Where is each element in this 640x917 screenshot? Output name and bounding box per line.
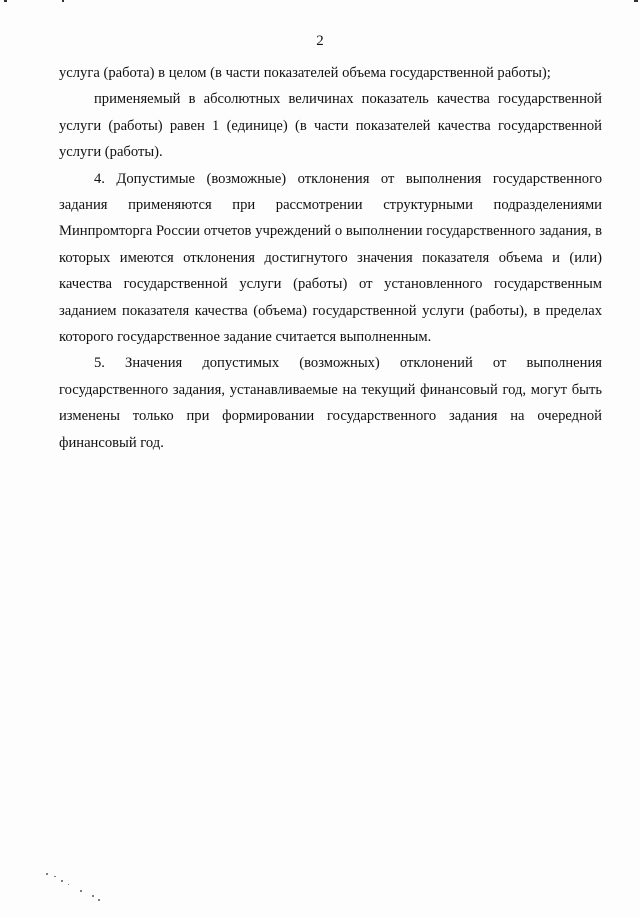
scan-speck <box>54 876 56 877</box>
scan-speck <box>68 884 69 885</box>
scan-speck <box>61 880 63 882</box>
scan-speck <box>80 890 82 892</box>
page-number: 2 <box>316 33 324 49</box>
paragraph-quality-indicator: применяемый в абсолютных величинах показатель качества государственной услуги (работы) равен 1 (единице) (в части показателей качества государственной услуги (работы). <box>59 91 602 161</box>
scan-artifact <box>4 0 7 2</box>
scan-speck <box>46 873 48 875</box>
scan-artifact <box>634 0 638 2</box>
paragraph-item-5: 5. Значения допустимых (возможных) отклонений от выполнения государственного задания, устанавливаемые на текущий финансовый год, могут быть изменены только при формировании государственного задания на очередной финансовый год. <box>59 355 602 451</box>
scan-speck <box>98 899 100 901</box>
paragraph-continuation: услуга (работа) в целом (в части показателей объема государственной работы); <box>59 65 551 81</box>
document-body <box>59 60 602 456</box>
scan-artifact <box>62 0 64 2</box>
paragraph-item-4: 4. Допустимые (возможные) отклонения от выполнения государственного задания применяются при рассмотрении структурными подразделениями Минпромторга России отчетов учреждений о выполнении государственного задания, в которых имеются отклонения достигнутого значения показателя объема и (или) качества государственной услуги (работы) от установленного государственным заданием показателя качества (объема) государственной услуги (работы), в пределах которого государственное задание считается выполненным. <box>59 170 602 346</box>
scan-speck <box>92 895 94 897</box>
